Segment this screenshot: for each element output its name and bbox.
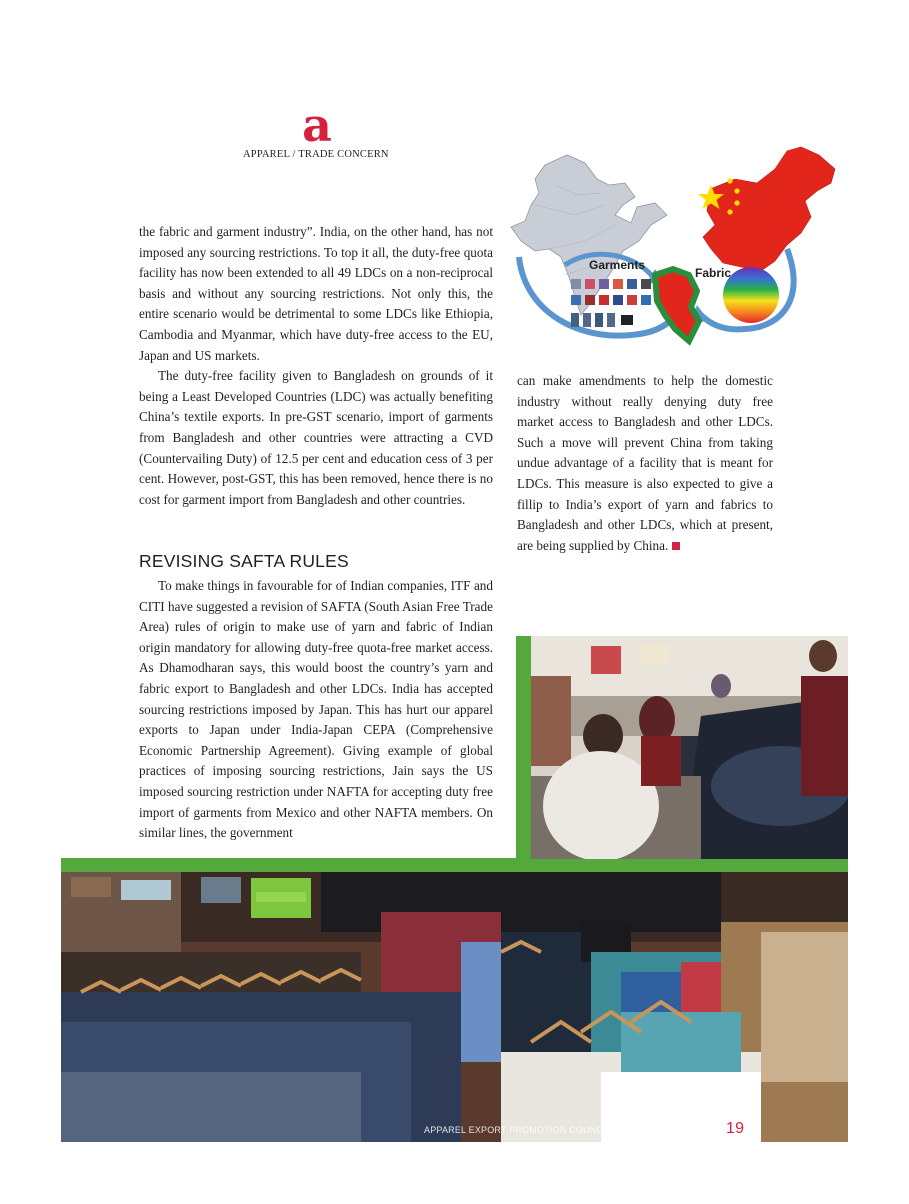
- fabric-label: Fabric: [695, 266, 732, 280]
- article-paragraph-text: can make amendments to help the domestic industry without really denying duty free market access to Bangladesh and other LDCs. Such a move will prevent China from taking undue advantage of a facility that is meant for LDCs. This measure is also expected to give a fillip to India’s export of yarn and fabrics to Bangladesh and other LDCs, which at present, are being supplied by China.: [517, 373, 773, 553]
- footer-separator: |: [664, 1125, 671, 1135]
- article-paragraph: To make things in favourable for of Indian companies, ITF and CITI have suggested a revision of SAFTA (South Asian Free Trade Area) rules of origin to make use of yarn and fabric of Indian origin mandatory for allowing duty-free quota-free market access. As Dhamodharan says, this would boost the country’s yarn and fabric export to Bangladesh and other LDCs. India has accepted sourcing restrictions imposed by Japan. This has hurt our apparel exports to Japan under India-Japan CEPA (Comprehensive Economic Partnership Agreement). Giving example of global practices of imposing sourcing restrictions, Jain says the US imposed sourcing restriction under NAFTA for accepting duty free import of garments from Mexico and other NAFTA members. On similar lines, the government: [139, 578, 493, 841]
- article-paragraph: The duty-free facility given to Bangladesh on grounds of it being a Least Developed Countries (LDC) was actually benefiting China’s textile exports. In pre-GST scenario, import of garments from Bangladesh and other countries were attracting a CVD (Countervailing Duty) of 12.5 per cent and education cess of 3 per cent. However, post-GST, this has been removed, hence there is no cost for garment import from Bangladesh and other countries.: [139, 368, 493, 507]
- article-column-right: [517, 371, 773, 556]
- footer-date: June 2018: [670, 1125, 714, 1135]
- garment-factory-photo: [531, 636, 848, 859]
- clothing-store-photo: [61, 872, 848, 1142]
- magazine-logo: a: [302, 98, 332, 152]
- page-footer: [424, 1120, 824, 1138]
- photo-frame-horizontal: [61, 858, 848, 872]
- article-column-left-bottom: [139, 576, 493, 844]
- footer-publication: APPAREL EXPORT PROMOTION COUNCIL MAGAZINE: [424, 1125, 663, 1135]
- article-paragraph: [517, 371, 773, 556]
- article-column-left-top: [139, 222, 493, 510]
- footer-separator: /: [716, 1125, 722, 1135]
- india-map-shape: [511, 155, 667, 315]
- fabric-roll-icon: [723, 267, 779, 323]
- article-paragraph: the fabric and garment industry”. India, on the other hand, has not imposed any sourcing restrictions. To top it all, the duty-free quota facility has now been extended to all 49 LDCs on a non-reciprocal basis and without any sourcing restrictions. Not only this, the entire scenario would be detrimental to some LDCs like Ethiopia, Cambodia and Myanmar, which have duty-free access to the EU, Japan and US markets.: [139, 224, 493, 363]
- section-label: APPAREL / TRADE CONCERN: [243, 149, 389, 160]
- section-heading: REVISING SAFTA RULES: [139, 551, 349, 571]
- photo-frame-vertical: [516, 636, 531, 872]
- china-map-shape: [703, 147, 835, 271]
- end-of-article-mark: [672, 542, 680, 550]
- india-china-bangladesh-map: [505, 145, 845, 360]
- page-number: 19: [725, 1120, 745, 1137]
- garments-label: Garments: [589, 258, 646, 272]
